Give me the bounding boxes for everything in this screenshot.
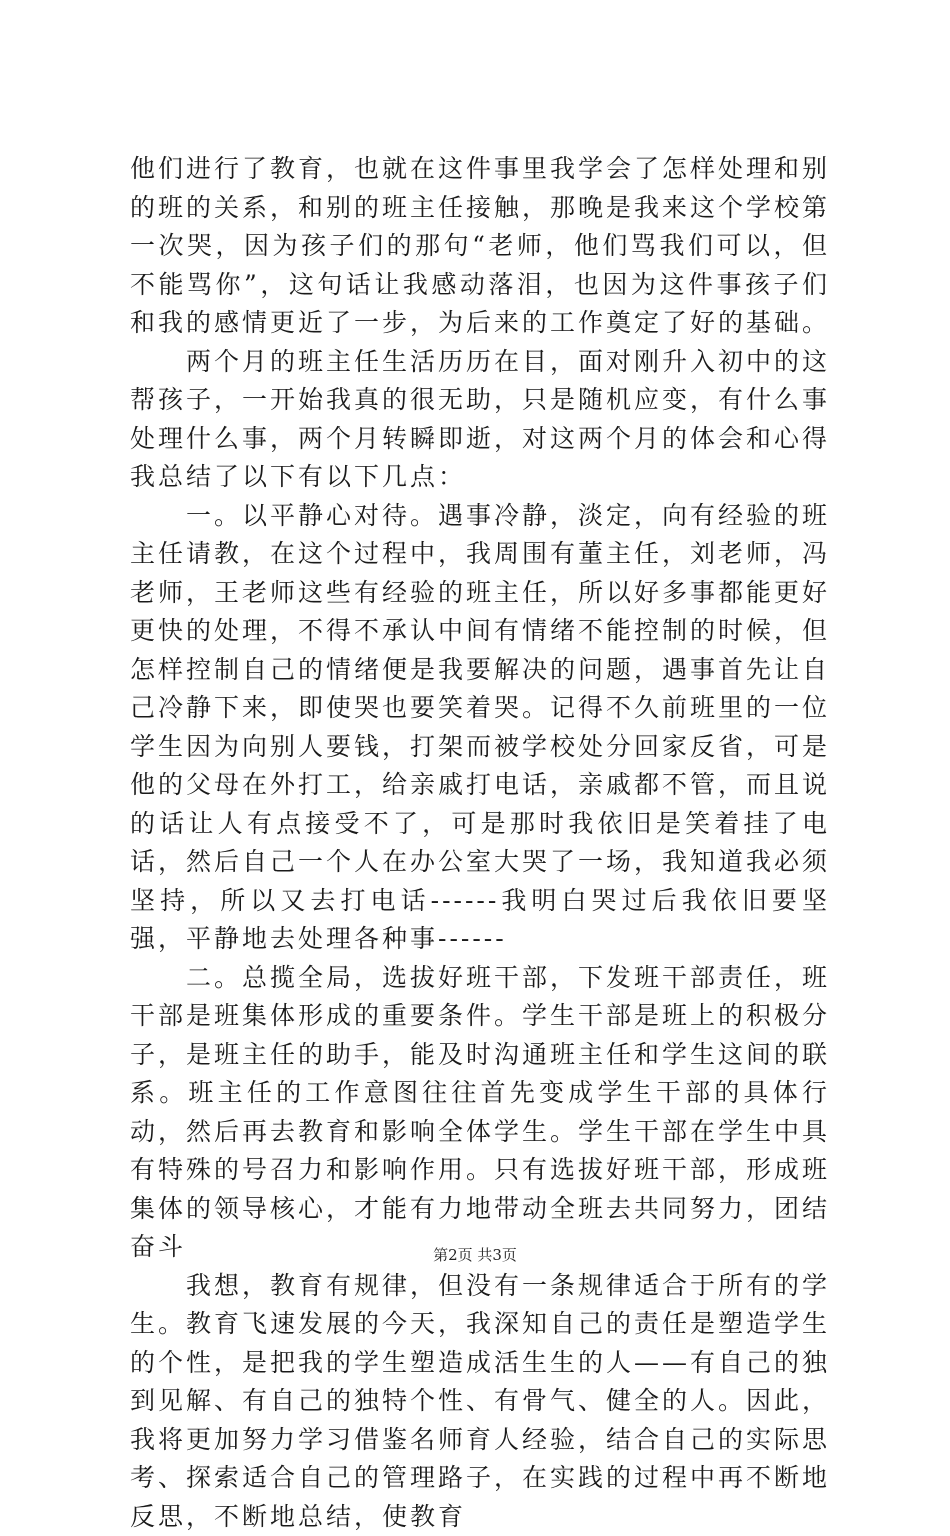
page-number-footer: 第2页 共3页: [0, 1245, 950, 1265]
paragraph-point-two: 二。总揽全局，选拔好班干部，下发班干部责任，班干部是班集体形成的重要条件。学生干部是班上的积极分子，是班主任的助手，能及时沟通班主任和学生这间的联系。班主任的工作意图往往首先变成学生干部的具体行动，然后再去教育和影响全体学生。学生干部在学生中具有特殊的号召力和影响作用。只有选拔好班干部，形成班集体的领导核心，才能有力地带动全班去共同努力，团结奋斗: [130, 959, 830, 1267]
paragraph-point-one: 一。以平静心对待。遇事冷静，淡定，向有经验的班主任请教，在这个过程中，我周围有董主任，刘老师，冯老师，王老师这些有经验的班主任，所以好多事都能更好更快的处理，不得不承认中间有情绪不能控制的时候，但怎样控制自己的情绪便是我要解决的问题，遇事首先让自己冷静下来，即使哭也要笑着哭。记得不久前班里的一位学生因为向别人要钱，打架而被学校处分回家反省，可是他的父母在外打工，给亲戚打电话，亲戚都不管，而且说的话让人有点接受不了，可是那时我依旧是笑着挂了电话，然后自己一个人在办公室大哭了一场，我知道我必须坚持，所以又去打电话------我明白哭过后我依旧要坚强，平静地去处理各种事------: [130, 497, 830, 959]
paragraph-intro: 两个月的班主任生活历历在目，面对刚升入初中的这帮孩子，一开始我真的很无助，只是随机应变，有什么事处理什么事，两个月转瞬即逝，对这两个月的体会和心得我总结了以下有以下几点：: [130, 343, 830, 497]
document-body: [130, 150, 830, 1536]
paragraph-conclusion: 我想，教育有规律，但没有一条规律适合于所有的学生。教育飞速发展的今天，我深知自己的责任是塑造学生的个性，是把我的学生塑造成活生生的人——有自己的独到见解、有自己的独特个性、有骨气、健全的人。因此，我将更加努力学习借鉴名师育人经验，结合自己的实际思考、探索适合自己的管理路子，在实践的过程中再不断地反思，不断地总结，使教育: [130, 1267, 830, 1536]
paragraph-continuation: 他们进行了教育，也就在这件事里我学会了怎样处理和别的班的关系，和别的班主任接触，那晚是我来这个学校第一次哭，因为孩子们的那句“老师，他们骂我们可以，但不能骂你”，这句话让我感动落泪，也因为这件事孩子们和我的感情更近了一步，为后来的工作奠定了好的基础。: [130, 150, 830, 343]
